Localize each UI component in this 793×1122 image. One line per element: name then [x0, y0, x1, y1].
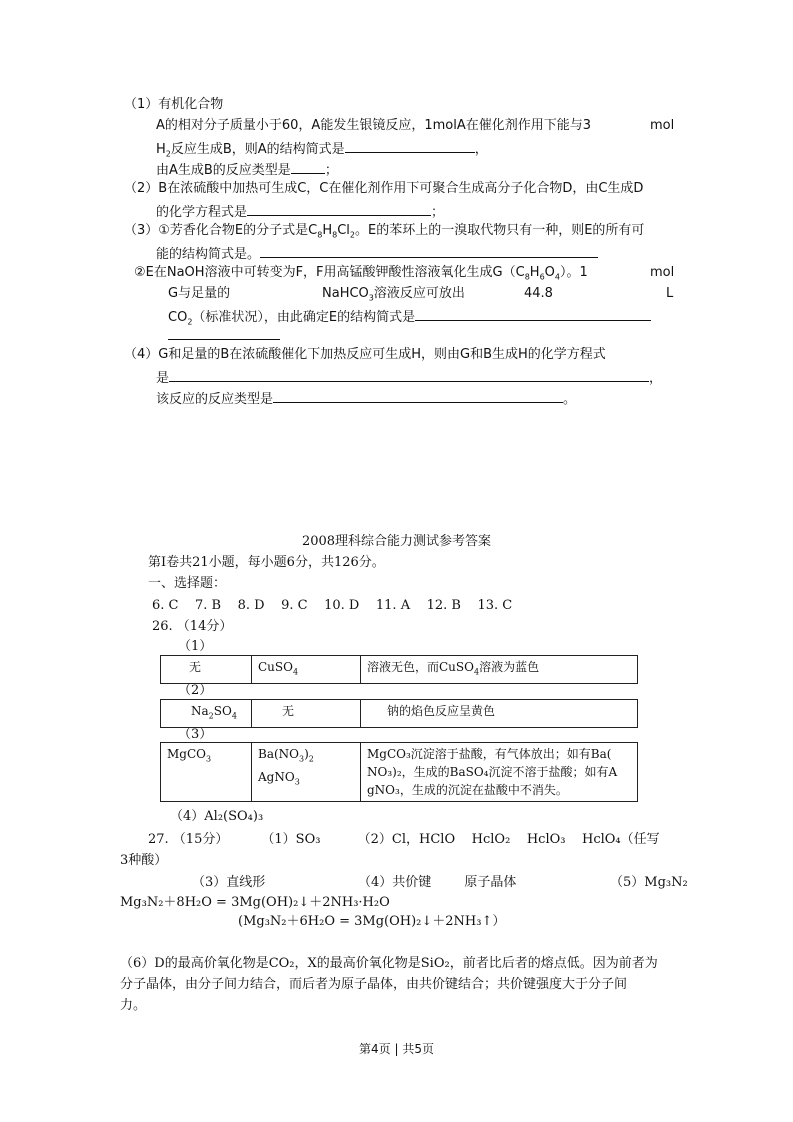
t3-cell-2 [252, 743, 361, 802]
q1-line2-end: ， [474, 142, 488, 157]
h2-sub: 2 [165, 149, 171, 159]
q4-line3-text: 该反应的反应类型是 [156, 392, 274, 407]
t2-so: SO [213, 704, 232, 718]
t1-note-sub: 4 [473, 667, 480, 677]
q3-line1-post: 。E的苯环上的一溴取代物只有一种，则E的所有可 [354, 223, 645, 238]
t3-note-line3: gNO₃，生成的沉淀在盐酸中不消失。 [367, 783, 568, 797]
q3-line1 [124, 222, 644, 245]
t1-cell-2 [252, 656, 361, 684]
answer-blank-c-to-d-equation[interactable] [247, 201, 431, 216]
t3-ba-close: ) [304, 747, 309, 761]
q3-g-h-sub: 6 [539, 272, 545, 282]
t3-cell-1 [161, 743, 252, 802]
section-heading: 一、选择题： [148, 576, 227, 591]
h2-h: H [156, 142, 166, 157]
t3-ba-sub2: 2 [308, 754, 314, 764]
t3-ba-sub: 3 [299, 754, 305, 764]
t3-note-line2: NO₃)₂，生成的BaSO₄沉淀不溶于盐酸；如有A [367, 765, 618, 779]
q1-line3 [156, 159, 338, 180]
q26-heading: 26. （14分） [152, 619, 233, 634]
q3-line1-pre: （3）①芳香化合物E的分子式是C [124, 223, 318, 238]
q2-line2-end: ； [431, 205, 445, 220]
answer-title: 2008理科综合能力测试参考答案 [301, 534, 492, 549]
answer-blank-h-equation[interactable] [169, 367, 649, 382]
answer-blank-e-structures[interactable] [260, 243, 598, 258]
q27-line3b: （4）共价键 原子晶体 [358, 875, 517, 890]
t1-none: 无 [189, 660, 202, 674]
t3-agno3: AgNO [258, 770, 295, 785]
q27-line2: 3种酸） [120, 853, 168, 868]
q1-line1: A的相对分子质量小于60，A能发生银镜反应，1molA在催化剂作用下能与3 [156, 118, 591, 133]
q27-equation2: (Mg₃N₂＋6H₂O = 3Mg(OH)₂↓＋2NH₃↑） [238, 914, 506, 929]
q27-line3a: （3）直线形 [192, 875, 266, 890]
t3-mgco3: MgCO [167, 747, 206, 761]
q4-line2-text: 是 [156, 371, 170, 386]
t2-na2so4: Na [191, 704, 209, 718]
q1-line3-text: 由A生成B的反应类型是 [156, 163, 291, 178]
q3-g-o: O [544, 265, 555, 280]
choice-answers: 6. C 7. B 8. D 9. C 10. D 11. A 12. B 13. C [152, 598, 513, 613]
q3-line4b [322, 285, 465, 308]
q3-line4b-post: 溶液反应可放出 [373, 286, 465, 301]
answer-intro: 第Ⅰ卷共21小题，每小题6分，共126分。 [148, 555, 385, 570]
q2-line1: （2）B在浓硫酸中加热可生成C，C在催化剂作用下可聚合生成高分子化合物D，由C生成D [124, 181, 644, 196]
q27-line3c: （5）Mg₃N₂ [610, 875, 688, 890]
answer-blank-a-structure[interactable] [345, 138, 475, 153]
t3-cell-3 [361, 743, 638, 802]
t1-cuso4-sub: 4 [292, 667, 299, 677]
q3-line4d: L [666, 286, 674, 301]
t3-agno3-sub: 3 [294, 777, 300, 787]
q27-6-line3: 力。 [120, 998, 147, 1013]
t2-cell-2 [252, 700, 361, 728]
q4-line2-end: ， [649, 371, 663, 386]
q2-line2 [156, 201, 444, 222]
q3-line3 [134, 264, 588, 287]
t2-so-sub: 4 [231, 711, 237, 721]
t1-note: 溶液无色，而CuSO [367, 660, 474, 674]
answer-blank-h-reaction-type[interactable] [273, 388, 563, 403]
q3-g-o-sub: 4 [554, 272, 560, 282]
t1-cell-1 [161, 656, 252, 684]
q26-table-1 [160, 655, 638, 684]
q26-4: （4）Al₂(SO₄)₃ [170, 809, 264, 824]
q3-c-sub: 8 [317, 230, 323, 240]
t3-ba: Ba(NO [258, 747, 299, 761]
q3-line5 [168, 306, 651, 332]
q26-3-label: （3） [178, 727, 213, 742]
q3-line4c: 44.8 [524, 286, 553, 301]
answer-blank-e-structure-cont[interactable] [168, 339, 280, 340]
q26-2-label: （2） [178, 683, 213, 698]
nahco3: NaHCO [322, 286, 369, 301]
nahco3-sub: 3 [368, 293, 374, 303]
q1-line1-unit: mol [650, 118, 675, 133]
t1-cell-3 [361, 656, 638, 684]
co2-sub: 2 [187, 317, 193, 327]
t3-note-line1: MgCO₃沉淀溶于盐酸，有气体放出；如有Ba( [367, 747, 612, 761]
q27-equation1: Mg₃N₂＋8H₂O = 3Mg(OH)₂↓＋2NH₃·H₂O [120, 895, 390, 910]
q27-line1: 27. （15分） （1）SO₃ （2）Cl，HClO HclO₂ HclO₃ HclO₄（任写 [148, 832, 660, 847]
page-footer: 第4页 | 共5页 [359, 1042, 434, 1056]
q3-line4a: G与足量的 [168, 286, 231, 301]
answer-blank-e-structure[interactable] [415, 306, 651, 321]
q1-title: （1）有机化合物 [124, 97, 224, 112]
q27-6-line2: 分子晶体，由分子间力结合，而后者为原子晶体，由共价键结合；共价键强度大于分子间 [120, 977, 628, 992]
t2-na-sub: 2 [208, 711, 214, 721]
q4-line3 [156, 388, 576, 409]
q1-line3-end: ； [324, 163, 338, 178]
q4-line3-end: 。 [563, 392, 577, 407]
q3-cl: Cl [337, 223, 350, 238]
q26-table-3 [160, 742, 638, 802]
t2-cell-1 [161, 700, 252, 728]
q3-line3-pre: ②E在NaOH溶液中可转变为F，F用高锰酸钾酸性溶液氧化生成G（C [134, 265, 525, 280]
q26-table-2 [160, 699, 638, 728]
t3-mgco3-sub: 3 [206, 754, 212, 764]
q4-line2 [156, 367, 662, 388]
t2-cell-3 [361, 700, 638, 728]
q1-line2-text: 反应生成B，则A的结构简式是 [170, 142, 345, 157]
q2-line2-text: 的化学方程式是 [156, 205, 248, 220]
co2: CO [168, 310, 188, 325]
t1-note-end: 溶液为蓝色 [479, 660, 540, 674]
q3-g-h: H [529, 265, 540, 280]
q3-line3-post: ）。1 [559, 265, 588, 280]
t1-cuso4: CuSO [258, 660, 293, 674]
q3-line5-text: （标准状况），由此确定E的结构简式是 [192, 310, 416, 325]
q3-line2 [156, 243, 598, 264]
q27-6-line1: （6）D的最高价氧化物是CO₂，X的最高价氧化物是SiO₂，前者比后者的熔点低。因为前者为 [120, 956, 658, 971]
q3-line2-text: 能的结构简式是。 [156, 247, 261, 262]
answer-blank-reaction-type-b[interactable] [291, 159, 325, 174]
q4-line1: （4）G和足量的B在浓硫酸催化下加热反应可生成H，则由G和B生成H的化学方程式 [124, 347, 606, 362]
t2-none: 无 [282, 704, 295, 718]
q3-h-sub: 8 [332, 230, 338, 240]
q3-g-c-sub: 8 [524, 272, 530, 282]
t2-note: 钠的焰色反应呈黄色 [387, 704, 496, 718]
q26-1-label: （1） [178, 639, 213, 654]
q3-cl-sub: 2 [349, 230, 355, 240]
q3-line3-unit: mol [650, 265, 675, 280]
q3-h: H [322, 223, 333, 238]
